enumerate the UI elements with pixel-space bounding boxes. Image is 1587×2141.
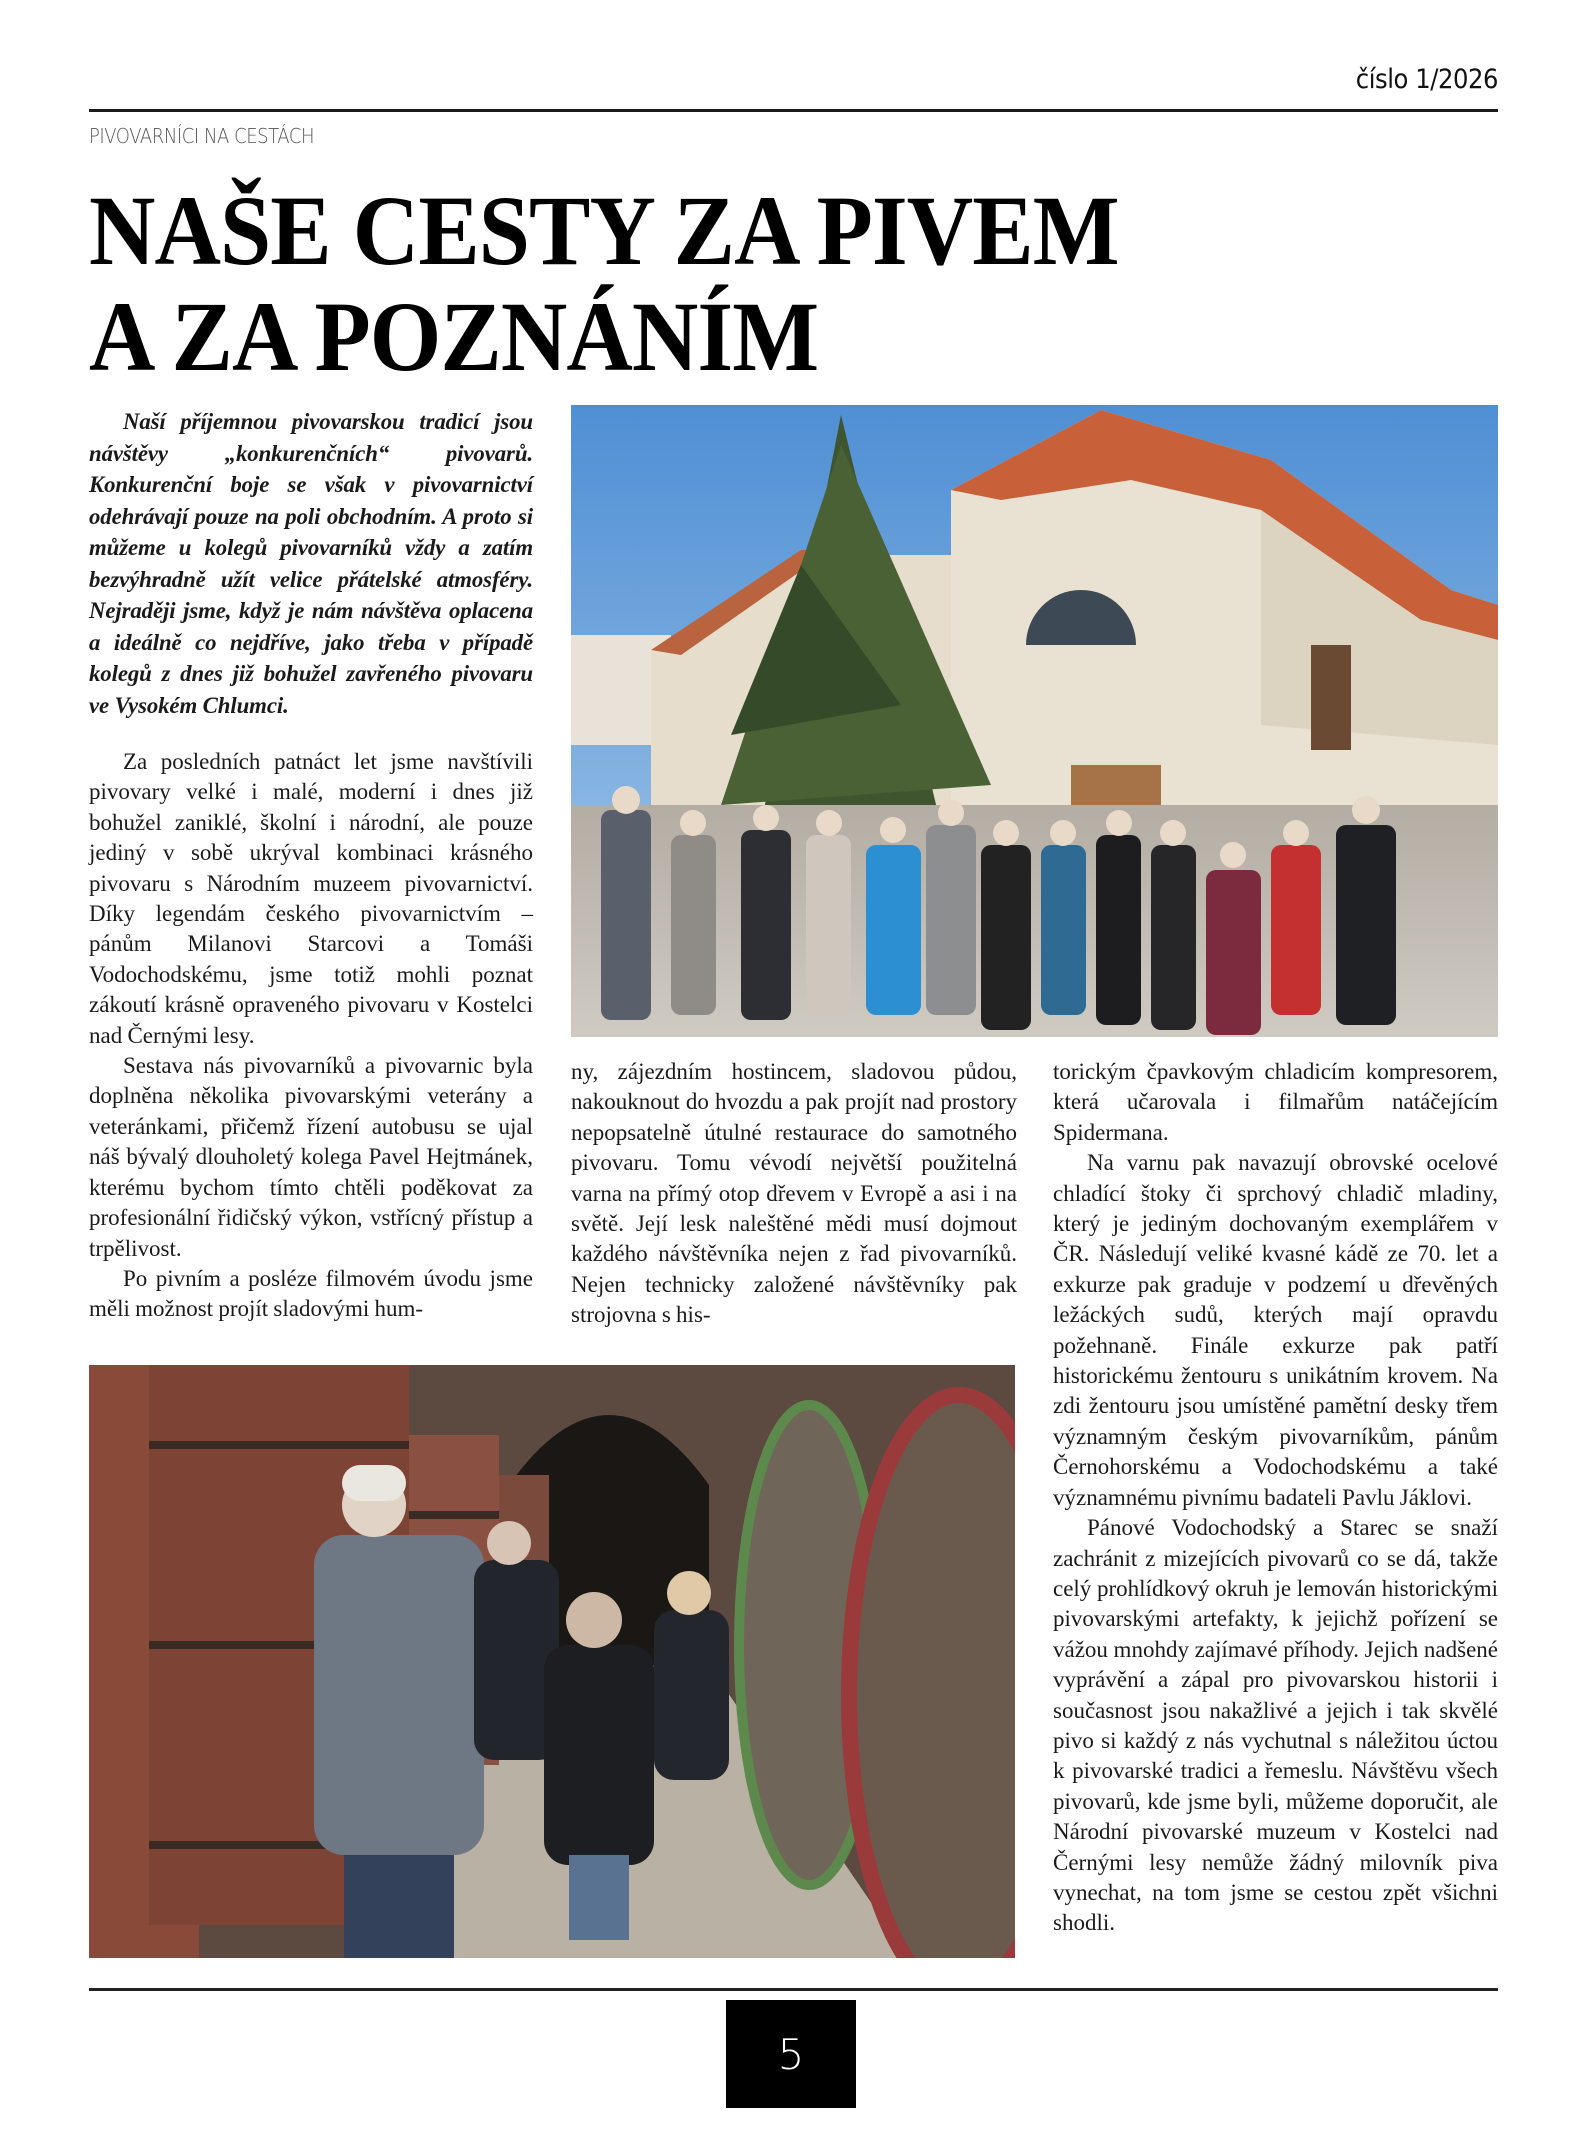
issue-number: číslo 1/2026 xyxy=(1355,64,1498,95)
column-2 xyxy=(571,1057,1017,1331)
header-rule xyxy=(89,109,1498,112)
column-1 xyxy=(89,747,533,1325)
cellar-photo-illustration xyxy=(89,1365,1015,1958)
column-3 xyxy=(1053,1057,1498,1939)
article-title xyxy=(89,175,1119,392)
paragraph: Sestava nás pivovarníků a pivovarnic byla doplněna několika pivovarskými veterány a veteránkami, přičemž řízení autobusu se ujal náš bývalý dlouholetý kolega Pavel Hejtmánek, kterému bychom tímto chtěli poděkovat za profesionální řidičský výkon, vstřícný přístup a trpělivost. xyxy=(89,1053,533,1261)
paragraph: Pánové Vodochodský a Starec se snaží zachránit z mizejících pivovarů co se dá, takže celý prohlídkový okruh je lemován historickými pivovarskými artefakty, k jejichž pořízení se vážou mnohdy zajímavé příhody. Jejich nadšené vyprávění a zápal pro pivovarskou historii i současnost jsou nakažlivé a jejich i tak skvělé pivo si každý z nás vychutnal s náležitou úctou k pivovarské tradici a řemeslu. Návštěvu všech pivovarů, kde jsme byli, můžeme doporučit, ale Národní pivovarské muzeum v Kostelci nad Černými lesy nemůže žádný milovník piva vynechat, na tom jsme se cestou zpět všichni shodli. xyxy=(1053,1515,1498,1936)
footer-rule xyxy=(89,1988,1498,1991)
paragraph: Za posledních patnáct let jsme navštívili pivovary velké i malé, moderní i dnes již bohužel zaniklé, školní i národní, ale pouze jediný v sobě ukrýval kombinaci krásného pivovaru s Národním muzeem pivovarnictví. Díky legendám českého pivovarnictvím – pánům Milanovi Starcovi a Tomáši Vodochodskému, jsme totiž mohli poznat zákoutí krásně opraveného pivovaru v Kostelci nad Černými lesy. xyxy=(89,749,533,1048)
page-number: 5 xyxy=(726,2000,856,2108)
lead-paragraph: Naší příjemnou pivovarskou tradicí jsou návštěvy „konkurenčních“ pivovarů. Konkurenční boje se však v pivovarnictví odehrávají pouze na poli obchodním. A proto si můžeme u kolegů pivovarníků vždy a zatím bezvýhradně užít velice přátelské atmosféry. Nejraději jsme, když je nám návštěva oplacena a ideálně co nejdříve, jako třeba v případě kolegů z dnes již bohužel zavřeného pivovaru ve Vysokém Chlumci. xyxy=(89,409,533,718)
paragraph: ny, zájezdním hostincem, sladovou půdou, nakouknout do hvozdu a pak projít nad prostory nepopsatelně útulné restaurace do samotného pivovaru. Tomu vévodí největší použitelná varna na přímý otop dřevem v Evropě a asi i na světě. Její lesk naleštěné mědi musí dojmout každého návštěvníka nejen z řad pivovarníků. Nejen technicky založené návštěvníky pak strojovna s his- xyxy=(571,1059,1017,1328)
paragraph: Po pivním a posléze filmovém úvodu jsme měli možnost projít sladovými hum- xyxy=(89,1265,533,1322)
article-lead xyxy=(89,406,533,721)
group-photo-courtyard xyxy=(571,405,1498,1037)
title-line-2: A ZA POZNÁNÍM xyxy=(89,281,819,392)
courtyard-photo-illustration xyxy=(571,405,1498,1037)
paragraph: torickým čpavkovým chladicím kompresorem, která učarovala i filmařům natáčejícím Spidermana. xyxy=(1053,1059,1498,1145)
cellar-photo xyxy=(89,1365,1015,1958)
section-label: PIVOVARNÍCI NA CESTÁCH xyxy=(89,124,315,148)
paragraph: Na varnu pak navazují obrovské ocelové chladící štoky či sprchový chladič mladiny, který je jediným dochovaným exemplářem v ČR. Následují veliké kvasné kádě ze 70. let a exkurze pak graduje v podzemí u dřevěných ležáckých sudů, kterých mají opravdu požehnaně. Finále exkurze pak patří historickému žentouru s unikátním krovem. Na zdi žentouru jsou umístěné pamětní desky třem významným českým pivovarníkům, pánům Černohorskému a Vodochodskému a také významnému pivnímu badateli Pavlu Jáklovi. xyxy=(1053,1150,1498,1510)
title-line-1: NAŠE CESTY ZA PIVEM xyxy=(89,175,1119,286)
